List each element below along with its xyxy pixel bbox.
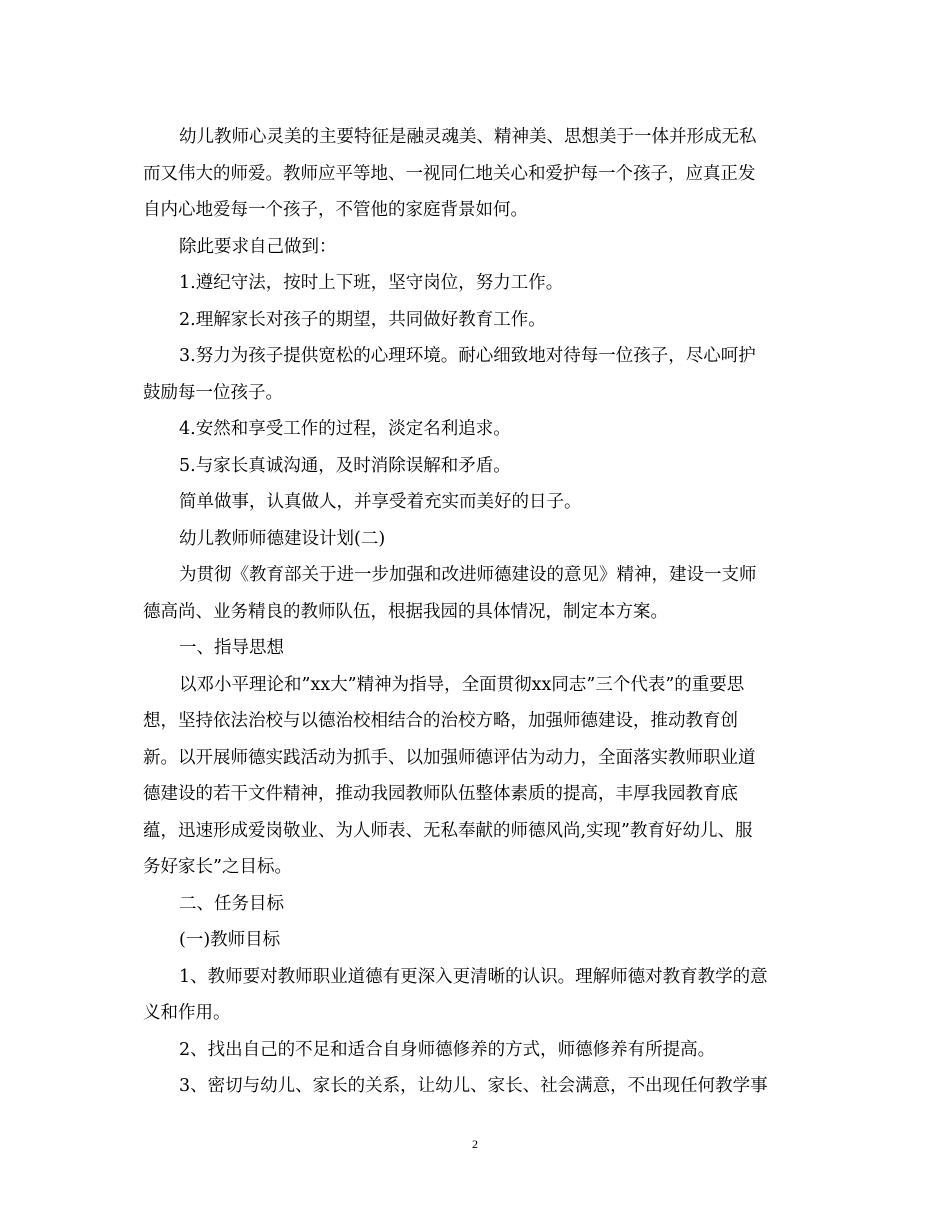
text-line: 二、任务目标 <box>179 893 284 914</box>
text-line: 鼓励每一位孩子。 <box>143 382 283 403</box>
text-line: 而又伟大的师爱。教师应平等地、一视同仁地关心和爱护每一个孩子，应真正发 <box>143 163 756 184</box>
text-line: 1、教师要对教师职业道德有更深入更清晰的认识。理解师德对教育教学的意 <box>179 966 768 987</box>
text-line: 一、指导思想 <box>179 638 284 658</box>
text-line: 义和作用。 <box>143 1003 231 1023</box>
page-number: 2 <box>472 1137 478 1151</box>
text-line: 为贯彻《教育部关于进一步加强和改进师德建设的意见》精神，建设一支师 <box>179 565 757 585</box>
text-line: (一)教师目标 <box>179 930 281 950</box>
text-line: 简单做事，认真做人，并享受着充实而美好的日子。 <box>179 492 582 512</box>
text-line: 3、密切与幼儿、家长的关系，让幼儿、家长、社会满意，不出现任何教学事 <box>179 1076 768 1096</box>
document-body <box>143 119 811 1105</box>
text-line: 幼儿教师师德建设计划(二) <box>179 528 386 549</box>
text-line: 2、找出自己的不足和适合自身师德修养的方式，师德修养有所提高。 <box>179 1039 716 1060</box>
text-line: 以邓小平理论和”xx大”精神为指导，全面贯彻xx同志”三个代表”的重要思 <box>179 674 745 695</box>
text-line: 务好家长”之目标。 <box>143 857 292 877</box>
text-line: 自内心地爱每一个孩子，不管他的家庭背景如何。 <box>143 200 528 220</box>
text-line: 幼儿教师心灵美的主要特征是融灵魂美、精神美、思想美于一体并形成无私 <box>179 127 757 147</box>
text-line: 除此要求自己做到： <box>179 236 337 257</box>
text-line: 4.安然和享受工作的过程，淡定名利追求。 <box>179 419 511 439</box>
text-line: 5.与家长真诚沟通，及时消除误解和矛盾。 <box>179 455 511 476</box>
text-line: 1.遵纪守法，按时上下班，坚守岗位，努力工作。 <box>179 273 564 293</box>
text-line: 德高尚、业务精良的教师队伍，根据我园的具体情况，制定本方案。 <box>143 601 668 622</box>
text-line: 蕴，迅速形成爱岗敬业、为人师表、无私奉献的师德风尚,实现”教育好幼儿、服 <box>143 820 753 841</box>
text-line: 新。以开展师德实践活动为抓手、以加强师德评估为动力，全面落实教师职业道 <box>143 747 756 768</box>
text-line: 2.理解家长对孩子的期望，共同做好教育工作。 <box>179 309 546 330</box>
text-line: 想，坚持依法治校与以德治校相结合的治校方略，加强师德建设，推动教育创 <box>143 711 738 731</box>
text-line: 德建设的若干文件精神，推动我园教师队伍整体素质的提高，丰厚我园教育底 <box>143 784 738 804</box>
text-line: 3.努力为孩子提供宽松的心理环境。耐心细致地对待每一位孩子，尽心呵护 <box>179 346 756 366</box>
